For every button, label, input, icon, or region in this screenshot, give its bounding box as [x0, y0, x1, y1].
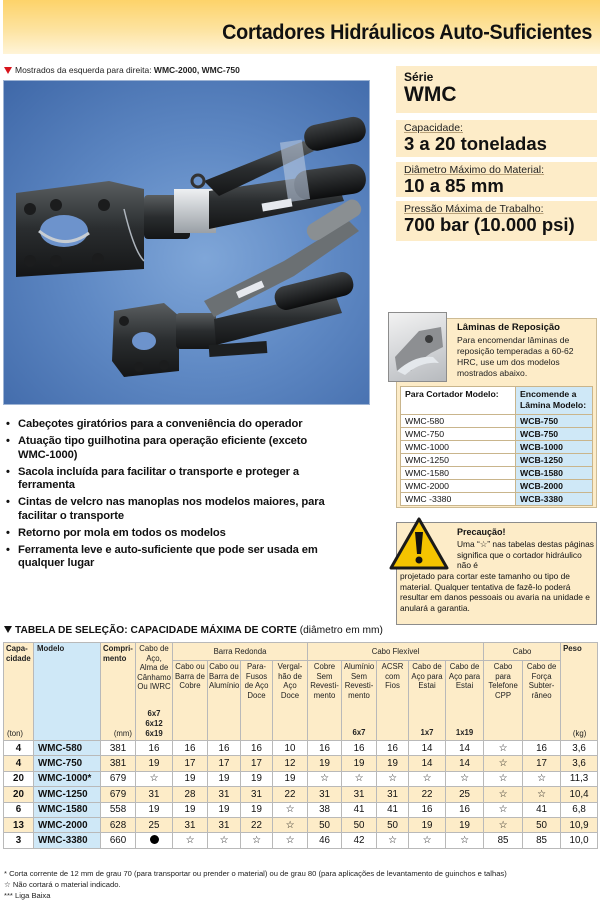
cell-value: 19: [173, 771, 208, 786]
cell-length: 381: [101, 756, 136, 771]
capacity-value: 3 a 20 toneladas: [404, 133, 547, 154]
table-row: [4, 771, 598, 786]
col-mild-steel-rebar: Vergal-hão de Aço Doce: [273, 661, 308, 741]
cell-value: 50: [377, 817, 409, 832]
cell-model: WMC-750: [34, 756, 101, 771]
cell-value: 28: [173, 787, 208, 802]
list-item: • Cabeçotes giratórios para a conveniência do operador: [6, 418, 326, 432]
cell-weight: 3,6: [561, 741, 598, 756]
pressure-label: Pressão Máxima de Trabalho:: [404, 203, 544, 215]
cell-value: 19: [446, 817, 484, 832]
table-row: WMC-750 WCB-750: [401, 428, 593, 441]
star-icon: ☆: [484, 802, 523, 817]
cell-capacity: 20: [4, 771, 34, 786]
cell-value: 41: [377, 802, 409, 817]
series-box: [396, 66, 597, 113]
cell-value: 31: [342, 787, 377, 802]
table-row: [4, 817, 598, 832]
cell-value: 16: [136, 741, 173, 756]
star-icon: ☆: [484, 756, 523, 771]
title-band: [3, 0, 600, 54]
cell-value: 10: [273, 741, 308, 756]
star-icon: ☆: [446, 771, 484, 786]
cell-value: 16: [173, 741, 208, 756]
caution-title: Precaução!: [457, 527, 506, 537]
cell-value: 16: [446, 802, 484, 817]
cell-capacity: 20: [4, 787, 34, 802]
series-value: WMC: [404, 83, 457, 106]
group-cable: Cabo: [484, 643, 561, 661]
triangle-down-icon: [4, 67, 12, 74]
col-guy-wire-1x19: Cabo de Aço para Estai 1x19: [446, 661, 484, 741]
warning-icon: [388, 516, 450, 572]
table-row: WMC-1250 WCB-1250: [401, 454, 593, 467]
cell-value: 19: [136, 802, 173, 817]
table-row: WMC-1000 WCB-1000: [401, 441, 593, 454]
star-icon: ☆: [273, 802, 308, 817]
table-row: WMC-2000 WCB-2000: [401, 480, 593, 493]
cell-value: 25: [136, 817, 173, 832]
diameter-box: [396, 162, 597, 197]
series-label: Série: [404, 70, 434, 84]
cell-value: 17: [173, 756, 208, 771]
cell-weight: 11,3: [561, 771, 598, 786]
cell-value: 42: [342, 833, 377, 848]
cell-value: 19: [377, 756, 409, 771]
table-row: WMC-580 WCB-750: [401, 415, 593, 428]
col-copper-bar: Cabo ou Barra de Cobre: [173, 661, 208, 741]
col-guy-wire-1x7: Cabo de Aço para Estai 1x7: [409, 661, 446, 741]
cell-value: 31: [208, 787, 241, 802]
cell-value: 19: [208, 802, 241, 817]
star-icon: ☆: [173, 833, 208, 848]
table-row: WMC -3380 WCB-3380: [401, 493, 593, 506]
blades-col-blade: Encomende a Lâmina Modelo:: [516, 387, 593, 415]
blade-image: [388, 312, 447, 382]
cell-value: 50: [523, 817, 561, 832]
cell-model: WMC-2000: [34, 817, 101, 832]
cell-value: 31: [241, 787, 273, 802]
star-icon: ☆: [484, 817, 523, 832]
cell-value: 14: [446, 741, 484, 756]
cell-length: 558: [101, 802, 136, 817]
table-row: [4, 787, 598, 802]
cell-value: 50: [308, 817, 342, 832]
star-icon: ☆: [484, 771, 523, 786]
footnotes: [4, 868, 507, 901]
cell-value: 19: [241, 771, 273, 786]
cell-value: 19: [136, 756, 173, 771]
star-icon: ☆: [484, 787, 523, 802]
capacity-box: [396, 120, 597, 157]
caution-text-top: Uma “☆” nas tabelas destas páginas significa que o cortador hidráulico não é: [457, 539, 594, 570]
cell-value: 19: [273, 771, 308, 786]
cell-weight: 10,9: [561, 817, 598, 832]
table-row: [4, 741, 598, 756]
col-wire-rope: Cabo de Aço, Alma de Cânhamo Ou IWRC 6x7 6x12 6x19: [136, 643, 173, 741]
caption-models: WMC-2000, WMC-750: [153, 65, 240, 75]
cell-value: 12: [273, 756, 308, 771]
filled-dot-icon: [150, 835, 159, 844]
star-icon: ☆: [523, 787, 561, 802]
star-icon: ☆: [409, 771, 446, 786]
list-item: • Retorno por mola em todos os modelos: [6, 527, 326, 541]
cell-model: WMC-1250: [34, 787, 101, 802]
product-photo: [3, 80, 370, 405]
cell-value: 46: [308, 833, 342, 848]
selection-table: [3, 642, 598, 849]
list-item: • Cintas de velcro nas manoplas nos modelos maiores, para facilitar o transporte: [6, 496, 326, 523]
cell-value: 22: [273, 787, 308, 802]
cell-length: 381: [101, 741, 136, 756]
cell-value: 14: [409, 756, 446, 771]
cell-value: 16: [377, 741, 409, 756]
cell-capacity: 6: [4, 802, 34, 817]
capacity-label: Capacidade:: [404, 122, 463, 134]
cell-value: 22: [409, 787, 446, 802]
cell-weight: 3,6: [561, 756, 598, 771]
cell-value: 85: [523, 833, 561, 848]
cell-capacity: 4: [4, 756, 34, 771]
cell-value: 16: [409, 802, 446, 817]
selection-table-title: TABELA DE SELEÇÃO: CAPACIDADE MÁXIMA DE CORTE (diâmetro em mm): [4, 625, 383, 636]
cell-length: 679: [101, 771, 136, 786]
cell-value: 50: [342, 817, 377, 832]
cell-value: 41: [523, 802, 561, 817]
cell-length: 628: [101, 817, 136, 832]
star-icon: ☆: [208, 833, 241, 848]
table-row: [4, 802, 598, 817]
blade-icon: [389, 313, 447, 382]
star-icon: ☆: [136, 771, 173, 786]
star-icon: ☆: [273, 833, 308, 848]
star-icon: ☆: [273, 817, 308, 832]
col-underground-power: Cabo de Força Subter-râneo: [523, 661, 561, 741]
cell-value: 16: [241, 741, 273, 756]
col-telephone-cable: Cabo para Telefone CPP: [484, 661, 523, 741]
list-item: • Ferramenta leve e auto-suficiente que pode ser usada em qualquer lugar: [6, 544, 326, 571]
pressure-value: 700 bar (10.000 psi): [404, 214, 575, 235]
cell-value: 16: [308, 741, 342, 756]
photo-caption: Mostrados da esquerda para direita: WMC-2000, WMC-750: [4, 65, 240, 75]
cell-model: WMC-3380: [34, 833, 101, 848]
page-title: Cortadores Hidráulicos Auto-Suficientes: [222, 20, 592, 44]
blades-col-cutter: Para Cortador Modelo:: [401, 387, 516, 415]
footnote-star: ☆ Não cortará o material indicado.: [4, 880, 121, 889]
triangle-down-icon: [4, 626, 12, 633]
cell-value: 31: [136, 787, 173, 802]
cell-weight: 10,0: [561, 833, 598, 848]
cell-length: 679: [101, 787, 136, 802]
cell-capacity: 13: [4, 817, 34, 832]
cell-model: WMC-1000*: [34, 771, 101, 786]
footnote-low-alloy: *** Liga Baixa: [4, 891, 51, 900]
diameter-value: 10 a 85 mm: [404, 175, 504, 196]
cell-value: 31: [173, 817, 208, 832]
star-icon: ☆: [446, 833, 484, 848]
list-item: • Atuação tipo guilhotina para operação eficiente (exceto WMC-1000): [6, 435, 326, 462]
cell-value: 16: [342, 741, 377, 756]
cell-value: 85: [484, 833, 523, 848]
col-weight: Peso (kg): [561, 643, 598, 741]
cell-value: 19: [241, 802, 273, 817]
star-icon: ☆: [484, 741, 523, 756]
star-icon: ☆: [308, 771, 342, 786]
star-icon: ☆: [377, 833, 409, 848]
cell-value: 19: [208, 771, 241, 786]
cell-weight: 6,8: [561, 802, 598, 817]
col-bare-aluminum: Alumínio Sem Revesti-mento 6x7: [342, 661, 377, 741]
col-model: Modelo: [34, 643, 101, 741]
cell-value: 17: [523, 756, 561, 771]
cell-value: 38: [308, 802, 342, 817]
star-icon: ☆: [377, 771, 409, 786]
cell-value: 19: [342, 756, 377, 771]
hydraulic-cutters-illustration: [4, 81, 370, 405]
cell-value: 22: [241, 817, 273, 832]
cell-model: WMC-580: [34, 741, 101, 756]
cell-value: 25: [446, 787, 484, 802]
cell-length: 660: [101, 833, 136, 848]
cell-value: 14: [409, 741, 446, 756]
blades-description: Para encomendar lâminas de reposição temperadas a 60-62 HRC, use um dos modelos mostrados abaixo.: [457, 335, 574, 378]
cell-value: 19: [173, 802, 208, 817]
cell-value: 17: [241, 756, 273, 771]
footnote-asterisk: * Corta corrente de 12 mm de grau 70 (para transportar ou prender o material) ou de grau 80 (para aplicações de levantamento de guinchos e talhas): [4, 869, 507, 878]
blades-table: [400, 386, 593, 506]
diameter-label: Diâmetro Máximo do Material:: [404, 164, 545, 176]
group-round-bar: Barra Redonda: [173, 643, 308, 661]
cell-value: [136, 833, 173, 848]
col-acsr: ACSR com Fios: [377, 661, 409, 741]
col-length: Compri-mento (mm): [101, 643, 136, 741]
col-bare-copper: Cobre Sem Revesti-mento: [308, 661, 342, 741]
list-item: • Sacola incluída para facilitar o transporte e proteger a ferramenta: [6, 466, 326, 493]
group-flex-cable: Cabo Flexível: [308, 643, 484, 661]
cell-weight: 10,4: [561, 787, 598, 802]
table-row: [4, 756, 598, 771]
star-icon: ☆: [409, 833, 446, 848]
table-row: WMC-1580 WCB-1580: [401, 467, 593, 480]
cell-value: 14: [446, 756, 484, 771]
star-icon: ☆: [241, 833, 273, 848]
star-icon: ☆: [523, 771, 561, 786]
cell-value: 19: [409, 817, 446, 832]
cell-value: 31: [377, 787, 409, 802]
cell-value: 16: [208, 741, 241, 756]
table-row: [4, 833, 598, 848]
cell-model: WMC-1580: [34, 802, 101, 817]
cell-value: 16: [523, 741, 561, 756]
caution-text-bottom: projetado para cortar este tamanho ou tipo de material. Qualquer tentativa de fazê-lo poderá resultar em danos pessoais ou avaria na unidade e anulará a garantia.: [400, 571, 590, 614]
cell-value: 31: [208, 817, 241, 832]
col-aluminum-bar: Cabo ou Barra de Alumínio: [208, 661, 241, 741]
cell-value: 41: [342, 802, 377, 817]
pressure-box: [396, 201, 597, 241]
cell-capacity: 4: [4, 741, 34, 756]
blades-title: Lâminas de Reposição: [457, 322, 560, 333]
cell-value: 31: [308, 787, 342, 802]
feature-list: [6, 418, 326, 574]
star-icon: ☆: [342, 771, 377, 786]
cell-value: 19: [308, 756, 342, 771]
col-mild-steel-bolts: Para-Fusos de Aço Doce: [241, 661, 273, 741]
cell-value: 17: [208, 756, 241, 771]
col-capacity: Capa-cidade (ton): [4, 643, 34, 741]
cell-capacity: 3: [4, 833, 34, 848]
